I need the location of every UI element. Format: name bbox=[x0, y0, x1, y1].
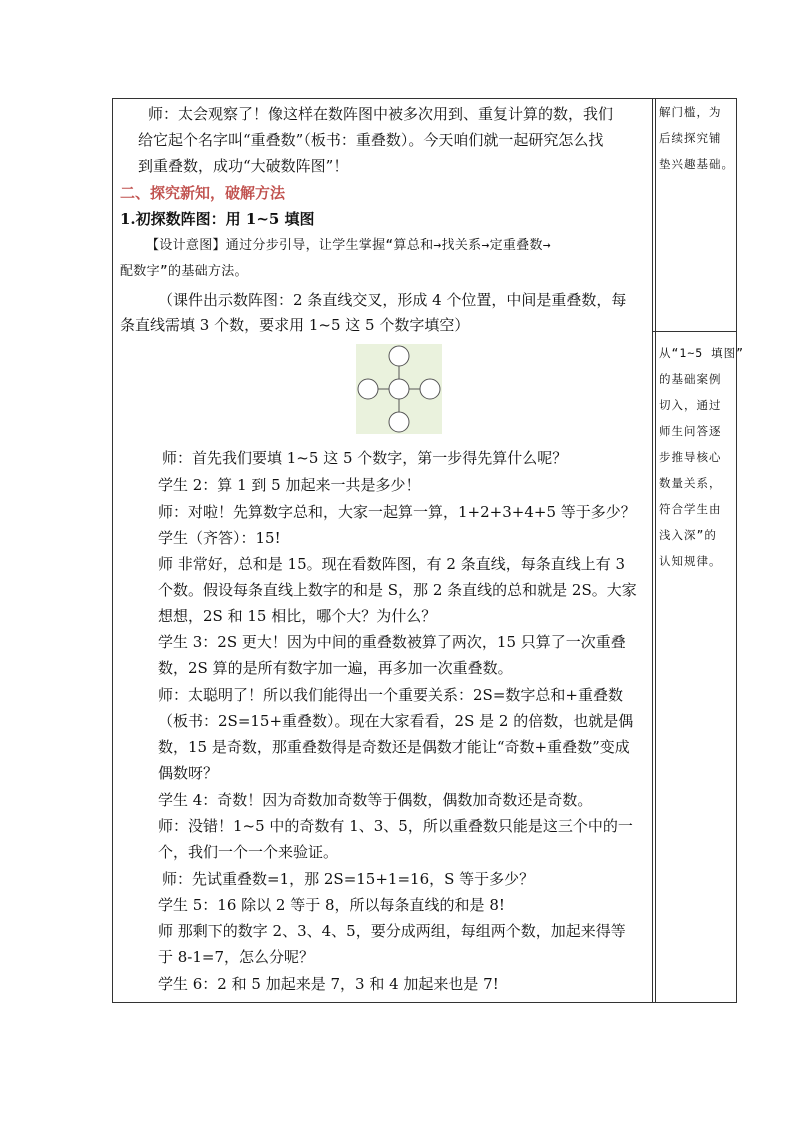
dialogue-line: 师 那剩下的数字 2、3、4、5，要分成两组，每组两个数，加起来得等 bbox=[158, 922, 626, 940]
side-note-line: 切入，通过 bbox=[659, 398, 722, 412]
number-array-diagram bbox=[356, 344, 442, 434]
dialogue-line: 学生 6：2 和 5 加起来是 7，3 和 4 加起来也是 7! bbox=[158, 975, 499, 993]
right-circle bbox=[420, 379, 440, 399]
cross-diagram-svg bbox=[356, 344, 442, 434]
dialogue-line: 个数。假设每条直线上数字的和是 S，那 2 条直线的总和就是 2S。大家 bbox=[158, 581, 637, 599]
dialogue-line: 学生 5：16 除以 2 等于 8，所以每条直线的和是 8! bbox=[158, 896, 505, 914]
text-line: 给它起个名字叫“重叠数”（板书：重叠数）。今天咱们就一起研究怎么找 bbox=[138, 131, 604, 149]
dialogue-line: 想想，2S 和 15 相比，哪个大？为什么？ bbox=[158, 607, 437, 625]
text-line: 师：太会观察了！像这样在数阵图中被多次用到、重复计算的数，我们 bbox=[148, 105, 614, 123]
dialogue-line: 于 8-1=7，怎么分呢？ bbox=[158, 948, 315, 966]
dialogue-line: 师：先试重叠数=1，那 2S=15+1=16，S 等于多少？ bbox=[162, 870, 535, 888]
center-circle bbox=[389, 379, 409, 399]
side-note-line: 符合学生由 bbox=[659, 502, 722, 516]
side-note-line: 后续探究铺 bbox=[659, 131, 722, 145]
dialogue-line: 学生 4：奇数！因为奇数加奇数等于偶数，偶数加奇数还是奇数。 bbox=[158, 791, 593, 809]
dialogue-line: 学生 3：2S 更大！因为中间的重叠数被算了两次，15 只算了一次重叠 bbox=[158, 633, 626, 651]
side-note-line: 解门槛，为 bbox=[659, 105, 722, 119]
side-note-line: 认知规律。 bbox=[659, 554, 722, 568]
dialogue-line: 数，2S 算的是所有数字加一遍，再多加一次重叠数。 bbox=[158, 659, 513, 677]
dialogue-line: 学生 2：算 1 到 5 加起来一共是多少！ bbox=[158, 476, 421, 494]
dialogue-line: 数，15 是奇数，那重叠数得是奇数还是偶数才能让“奇数+重叠数”变成 bbox=[158, 738, 630, 756]
design-intent: 配数字”的基础方法。 bbox=[120, 264, 248, 279]
side-note-line: 步推导核心 bbox=[659, 450, 722, 464]
side-note-line: 的基础案例 bbox=[659, 372, 722, 386]
dialogue-line: 师：太聪明了！所以我们能得出一个重要关系：2S=数字总和+重叠数 bbox=[158, 686, 623, 704]
text-line: （课件出示数阵图：2 条直线交叉，形成 4 个位置，中间是重叠数，每 bbox=[158, 291, 627, 309]
design-intent: 【设计意图】通过分步引导，让学生掌握“算总和→找关系→定重叠数→ bbox=[146, 238, 551, 253]
dialogue-line: 师：对啦！先算数字总和，大家一起算一算，1+2+3+4+5 等于多少？ bbox=[158, 503, 636, 521]
dialogue-line: 师：首先我们要填 1~5 这 5 个数字，第一步得先算什么呢？ bbox=[162, 449, 568, 467]
dialogue-line: 偶数呀？ bbox=[158, 764, 219, 782]
section-heading: 二、探究新知，破解方法 bbox=[120, 184, 286, 202]
dialogue-line: （板书：2S=15+重叠数）。现在大家看看，2S 是 2 的倍数，也就是偶 bbox=[158, 712, 634, 730]
side-note-line: 师生问答逐 bbox=[659, 424, 722, 438]
side-note-line: 浅入深”的 bbox=[659, 528, 717, 542]
column-divider bbox=[652, 99, 653, 1002]
lesson-table bbox=[112, 98, 745, 1003]
side-note-line: 数量关系， bbox=[659, 476, 722, 490]
dialogue-line: 师 非常好，总和是 15。现在看数阵图，有 2 条直线，每条直线上有 3 bbox=[158, 555, 626, 573]
side-note-line: 垫兴趣基础。 bbox=[659, 157, 734, 171]
left-circle bbox=[358, 379, 378, 399]
column-divider bbox=[655, 99, 656, 1002]
top-circle bbox=[389, 346, 409, 366]
side-row-divider bbox=[652, 331, 737, 332]
text-line: 条直线需填 3 个数，要求用 1~5 这 5 个数字填空） bbox=[120, 316, 470, 334]
dialogue-line: 学生（齐答）：15! bbox=[158, 529, 281, 547]
dialogue-line: 师：没错！1~5 中的奇数有 1、3、5，所以重叠数只能是这三个中的一 bbox=[158, 817, 633, 835]
bottom-circle bbox=[389, 412, 409, 432]
subsection-heading: 1.初探数阵图：用 1~5 填图 bbox=[120, 210, 315, 228]
dialogue-line: 个，我们一个一个来验证。 bbox=[158, 843, 339, 861]
text-line: 到重叠数，成功“大破数阵图”！ bbox=[138, 157, 349, 175]
side-note-line: 从“1~5 填图” bbox=[659, 346, 745, 360]
